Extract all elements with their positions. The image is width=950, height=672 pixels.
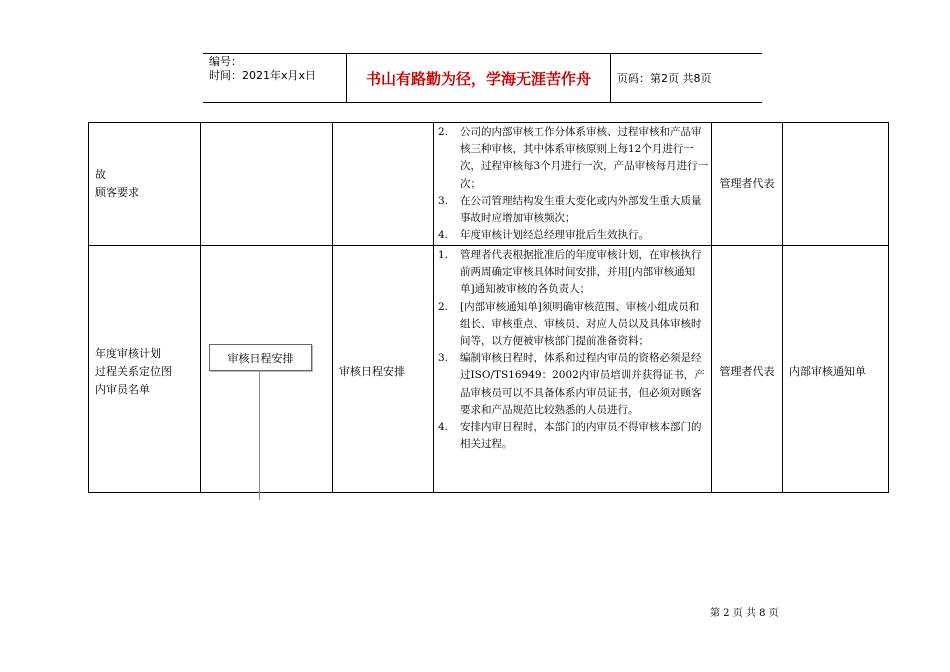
flowchart-connector bbox=[259, 370, 260, 500]
list-item: 4. 年度审核计划经总经理审批后生效执行。 bbox=[438, 229, 649, 242]
header-meta bbox=[209, 55, 316, 83]
procedure-table bbox=[88, 122, 889, 493]
row1-input-line: 故 bbox=[95, 168, 106, 181]
row-divider bbox=[89, 245, 888, 246]
row2-input-cell bbox=[95, 345, 172, 399]
column-divider bbox=[332, 123, 333, 492]
row2-responsible: 管理者代表 bbox=[719, 365, 775, 378]
row2-description bbox=[434, 247, 709, 453]
header-motto: 书山有路勤为径，学海无涯苦作舟 bbox=[365, 69, 591, 88]
number-label: 编号： bbox=[209, 55, 242, 68]
list-item: 3. 在公司管理结构发生重大变化或内外部发生重大质量事故时应增加审核频次； bbox=[438, 194, 702, 225]
header-page-code: 页码：第2页 共8页 bbox=[617, 72, 712, 85]
row2-input-line: 年度审核计划 bbox=[95, 347, 161, 360]
row1-input-cell bbox=[95, 166, 139, 202]
row2-activity: 审核日程安排 bbox=[339, 365, 405, 378]
time-label: 时间：2021年x月x日 bbox=[209, 69, 317, 82]
list-item: 3. 编制审核日程时，体系和过程内审员的资格必须是经过ISO/TS16949：2002内审员培训并获得证书，产品审核员可以不具备体系内审员证书，但必须对顾客要求和产品规范比较熟悉的人员进行。 bbox=[438, 352, 705, 416]
list-item: 1. 管理者代表根据批准后的年度审核计划，在审核执行前两周确定审核具体时间安排，并用[内部审核通知单]通知被审核的各负责人； bbox=[438, 249, 702, 296]
list-item: 2. 公司的内部审核工作分体系审核、过程审核和产品审核三种审核，其中体系审核原则上每12个月进行一次，过程审核每3个月进行一次，产品审核每月进行一次； bbox=[438, 126, 709, 190]
flowchart-box: 审核日程安排 bbox=[209, 344, 312, 371]
page-footer: 第 2 页 共 8 页 bbox=[710, 608, 779, 619]
list-item: 2. [内部审核通知单]须明确审核范围、审核小组成员和组长、审核重点、审核员、对应人员以及具体审核时间等，以方便被审核部门提前准备资料； bbox=[438, 300, 702, 348]
list-item: 4. 安排内审日程时，本部门的内审员不得审核本部门的相关过程。 bbox=[438, 421, 702, 451]
row2-input-line: 过程关系定位图 bbox=[95, 365, 172, 378]
column-divider bbox=[200, 123, 201, 492]
row2-input-line: 内审员名单 bbox=[95, 383, 150, 396]
row1-responsible: 管理者代表 bbox=[719, 177, 775, 190]
row1-input-line: 顾客要求 bbox=[95, 186, 139, 199]
page-header bbox=[203, 53, 762, 103]
row2-output: 内部审核通知单 bbox=[789, 365, 866, 378]
column-divider bbox=[782, 123, 783, 492]
row1-description bbox=[434, 124, 709, 244]
